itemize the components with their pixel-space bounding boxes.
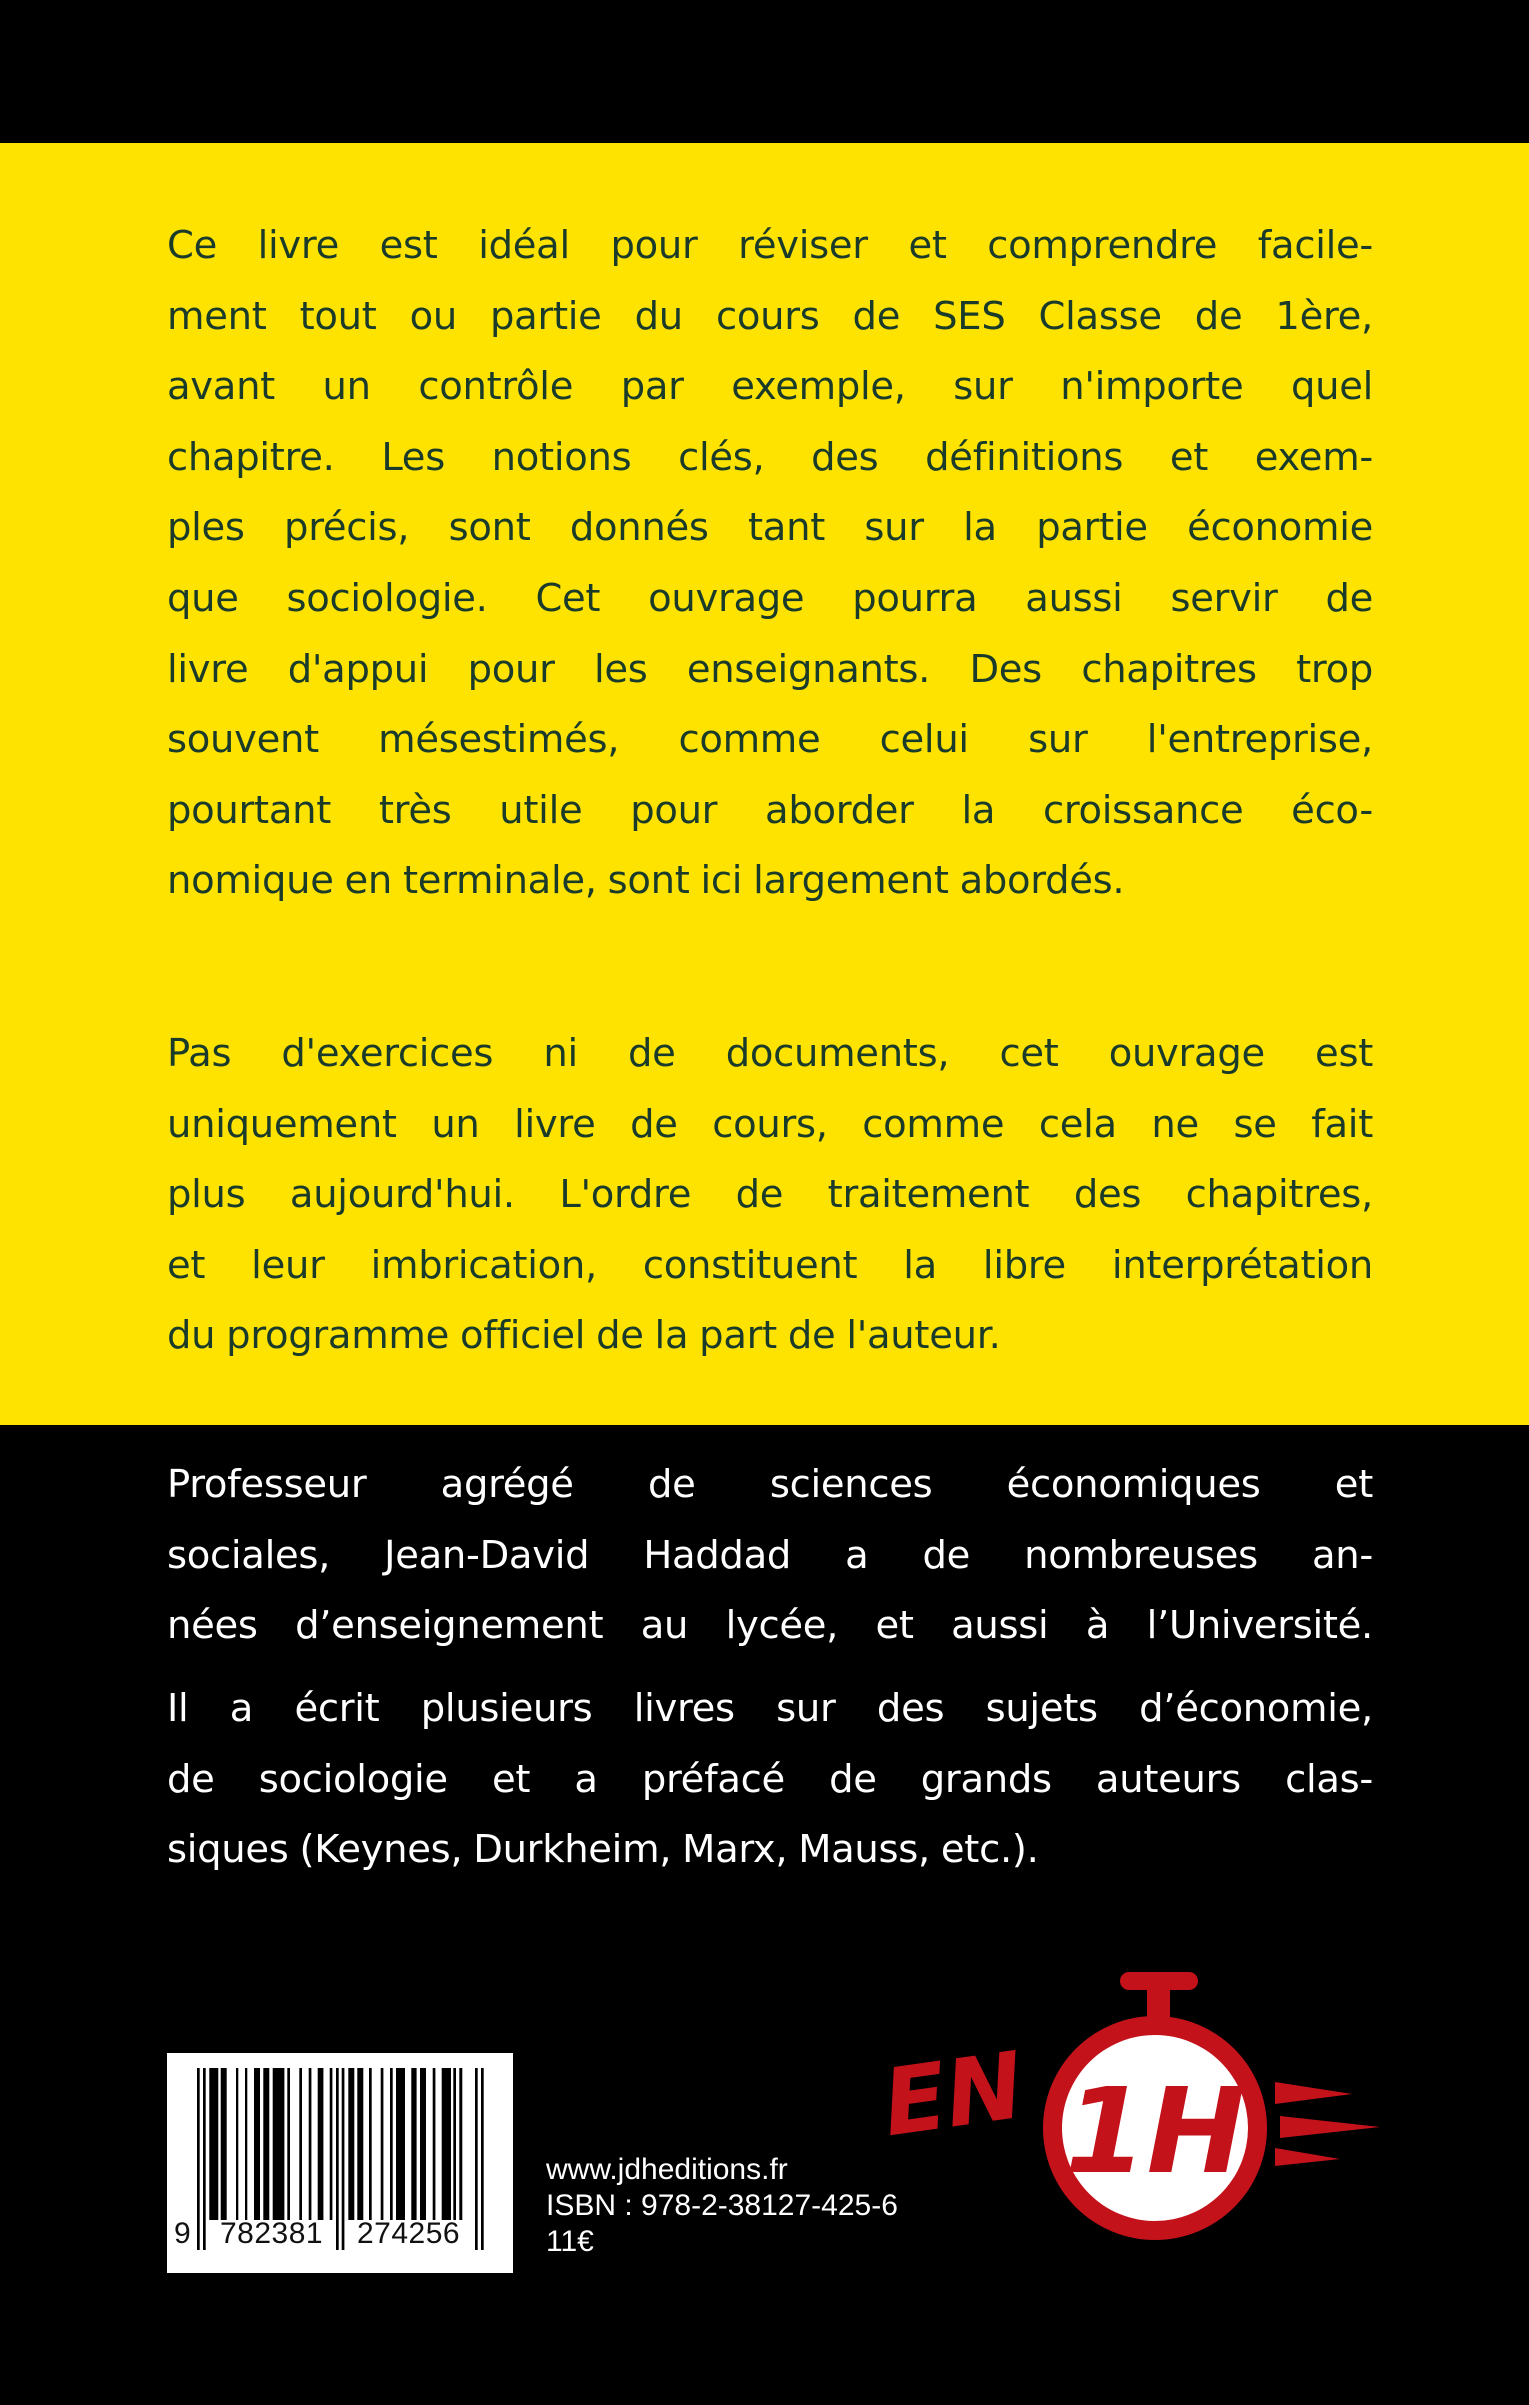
barcode-bar [330, 2068, 333, 2220]
blurb-line: pourtant très utile pour aborder la croissance éco- [167, 787, 1373, 833]
barcode-bar [369, 2068, 372, 2220]
bio-line: de sociologie et a préfacé de grands auteurs clas- [167, 1756, 1373, 1802]
barcode-bar [221, 2068, 227, 2220]
blurb-line: uniquement un livre de cours, comme cela ne se fait [167, 1101, 1373, 1147]
blurb-line: nomique en terminale, sont ici largement abordés. [167, 858, 1125, 904]
price: 11€ [546, 2225, 594, 2258]
barcode-digits-right: 274256 [357, 2217, 461, 2250]
barcode-bar [442, 2068, 451, 2220]
bio-line: Il a écrit plusieurs livres sur des sujets d’économie, [167, 1686, 1373, 1731]
en-1h-logo [870, 1960, 1410, 2300]
barcode-bar [318, 2068, 324, 2220]
author-bio-paragraph-2 [167, 1674, 1373, 1886]
barcode-bar [236, 2068, 238, 2220]
blurb-line: et leur imbrication, constituent la libre interprétation [167, 1242, 1373, 1288]
blurb-line: avant un contrôle par exemple, sur n'importe quel [167, 364, 1373, 410]
barcode-bar [263, 2068, 269, 2220]
barcode-bars [167, 2053, 513, 2273]
logo-prefix: EN [876, 2031, 1030, 2158]
barcode-bar [309, 2068, 312, 2220]
barcode-bar [348, 2068, 354, 2220]
blurb-line: livre d'appui pour les enseignants. Des chapitres trop [167, 646, 1373, 692]
barcode-bar [336, 2068, 339, 2250]
barcode-bar [481, 2068, 484, 2250]
barcode-bar [203, 2068, 206, 2250]
barcode-bar [420, 2068, 426, 2220]
blurb-paragraph-2 [167, 1019, 1373, 1372]
bio-line: siques (Keynes, Durkheim, Marx, Mauss, etc.). [167, 1827, 1039, 1873]
barcode-bar [390, 2068, 393, 2220]
blurb-line: ples précis, sont donnés tant sur la partie économie [167, 505, 1373, 551]
barcode-digit-lead: 9 [174, 2217, 192, 2250]
blurb-line: que sociologie. Cet ouvrage pourra aussi servir de [167, 575, 1373, 621]
top-black-band [0, 0, 1529, 143]
isbn-barcode [167, 2053, 513, 2273]
barcode-digits-left: 782381 [220, 2217, 324, 2250]
blurb-line: Ce livre est idéal pour réviser et comprendre facile- [167, 223, 1373, 268]
author-bio-paragraph-1 [167, 1450, 1373, 1662]
barcode-bar [453, 2068, 456, 2220]
logo-label: 1H [1064, 2062, 1246, 2200]
barcode-bar [411, 2068, 416, 2220]
barcode-bar [299, 2068, 302, 2220]
blurb-paragraph-1 [167, 211, 1373, 917]
barcode-bar [342, 2068, 345, 2250]
publisher-website: www.jdheditions.fr [546, 2153, 788, 2186]
publisher-info [546, 2152, 898, 2260]
blurb-line: du programme officiel de la part de l'auteur. [167, 1313, 1001, 1359]
blurb-line: Pas d'exercices ni de documents, cet ouvrage est [167, 1031, 1373, 1076]
blurb-line: plus aujourd'hui. L'ordre de traitement des chapitres, [167, 1172, 1373, 1218]
barcode-bar [245, 2068, 247, 2220]
blurb-line: souvent mésestimés, comme celui sur l'entreprise, [167, 717, 1373, 763]
barcode-bar [381, 2068, 384, 2220]
barcode-bar [433, 2068, 436, 2220]
barcode-bar [209, 2068, 218, 2220]
barcode-bar [197, 2068, 200, 2250]
bio-line: nées d’enseignement au lycée, et aussi à l’Université. [167, 1603, 1373, 1649]
blurb-line: ment tout ou partie du cours de SES Classe de 1ère, [167, 293, 1373, 339]
barcode-bar [287, 2068, 290, 2220]
barcode-bar [357, 2068, 363, 2220]
bio-line: Professeur agrégé de sciences économiques et [167, 1462, 1373, 1507]
barcode-bar [273, 2068, 285, 2220]
barcode-bar [475, 2068, 478, 2250]
bio-line: sociales, Jean-David Haddad a de nombreuses an- [167, 1532, 1373, 1578]
barcode-bar [254, 2068, 260, 2220]
barcode-bar [459, 2068, 462, 2220]
barcode-bar [396, 2068, 405, 2220]
blurb-line: chapitre. Les notions clés, des définitions et exem- [167, 434, 1373, 480]
isbn-number: ISBN : 978-2-38127-425-6 [546, 2189, 898, 2222]
